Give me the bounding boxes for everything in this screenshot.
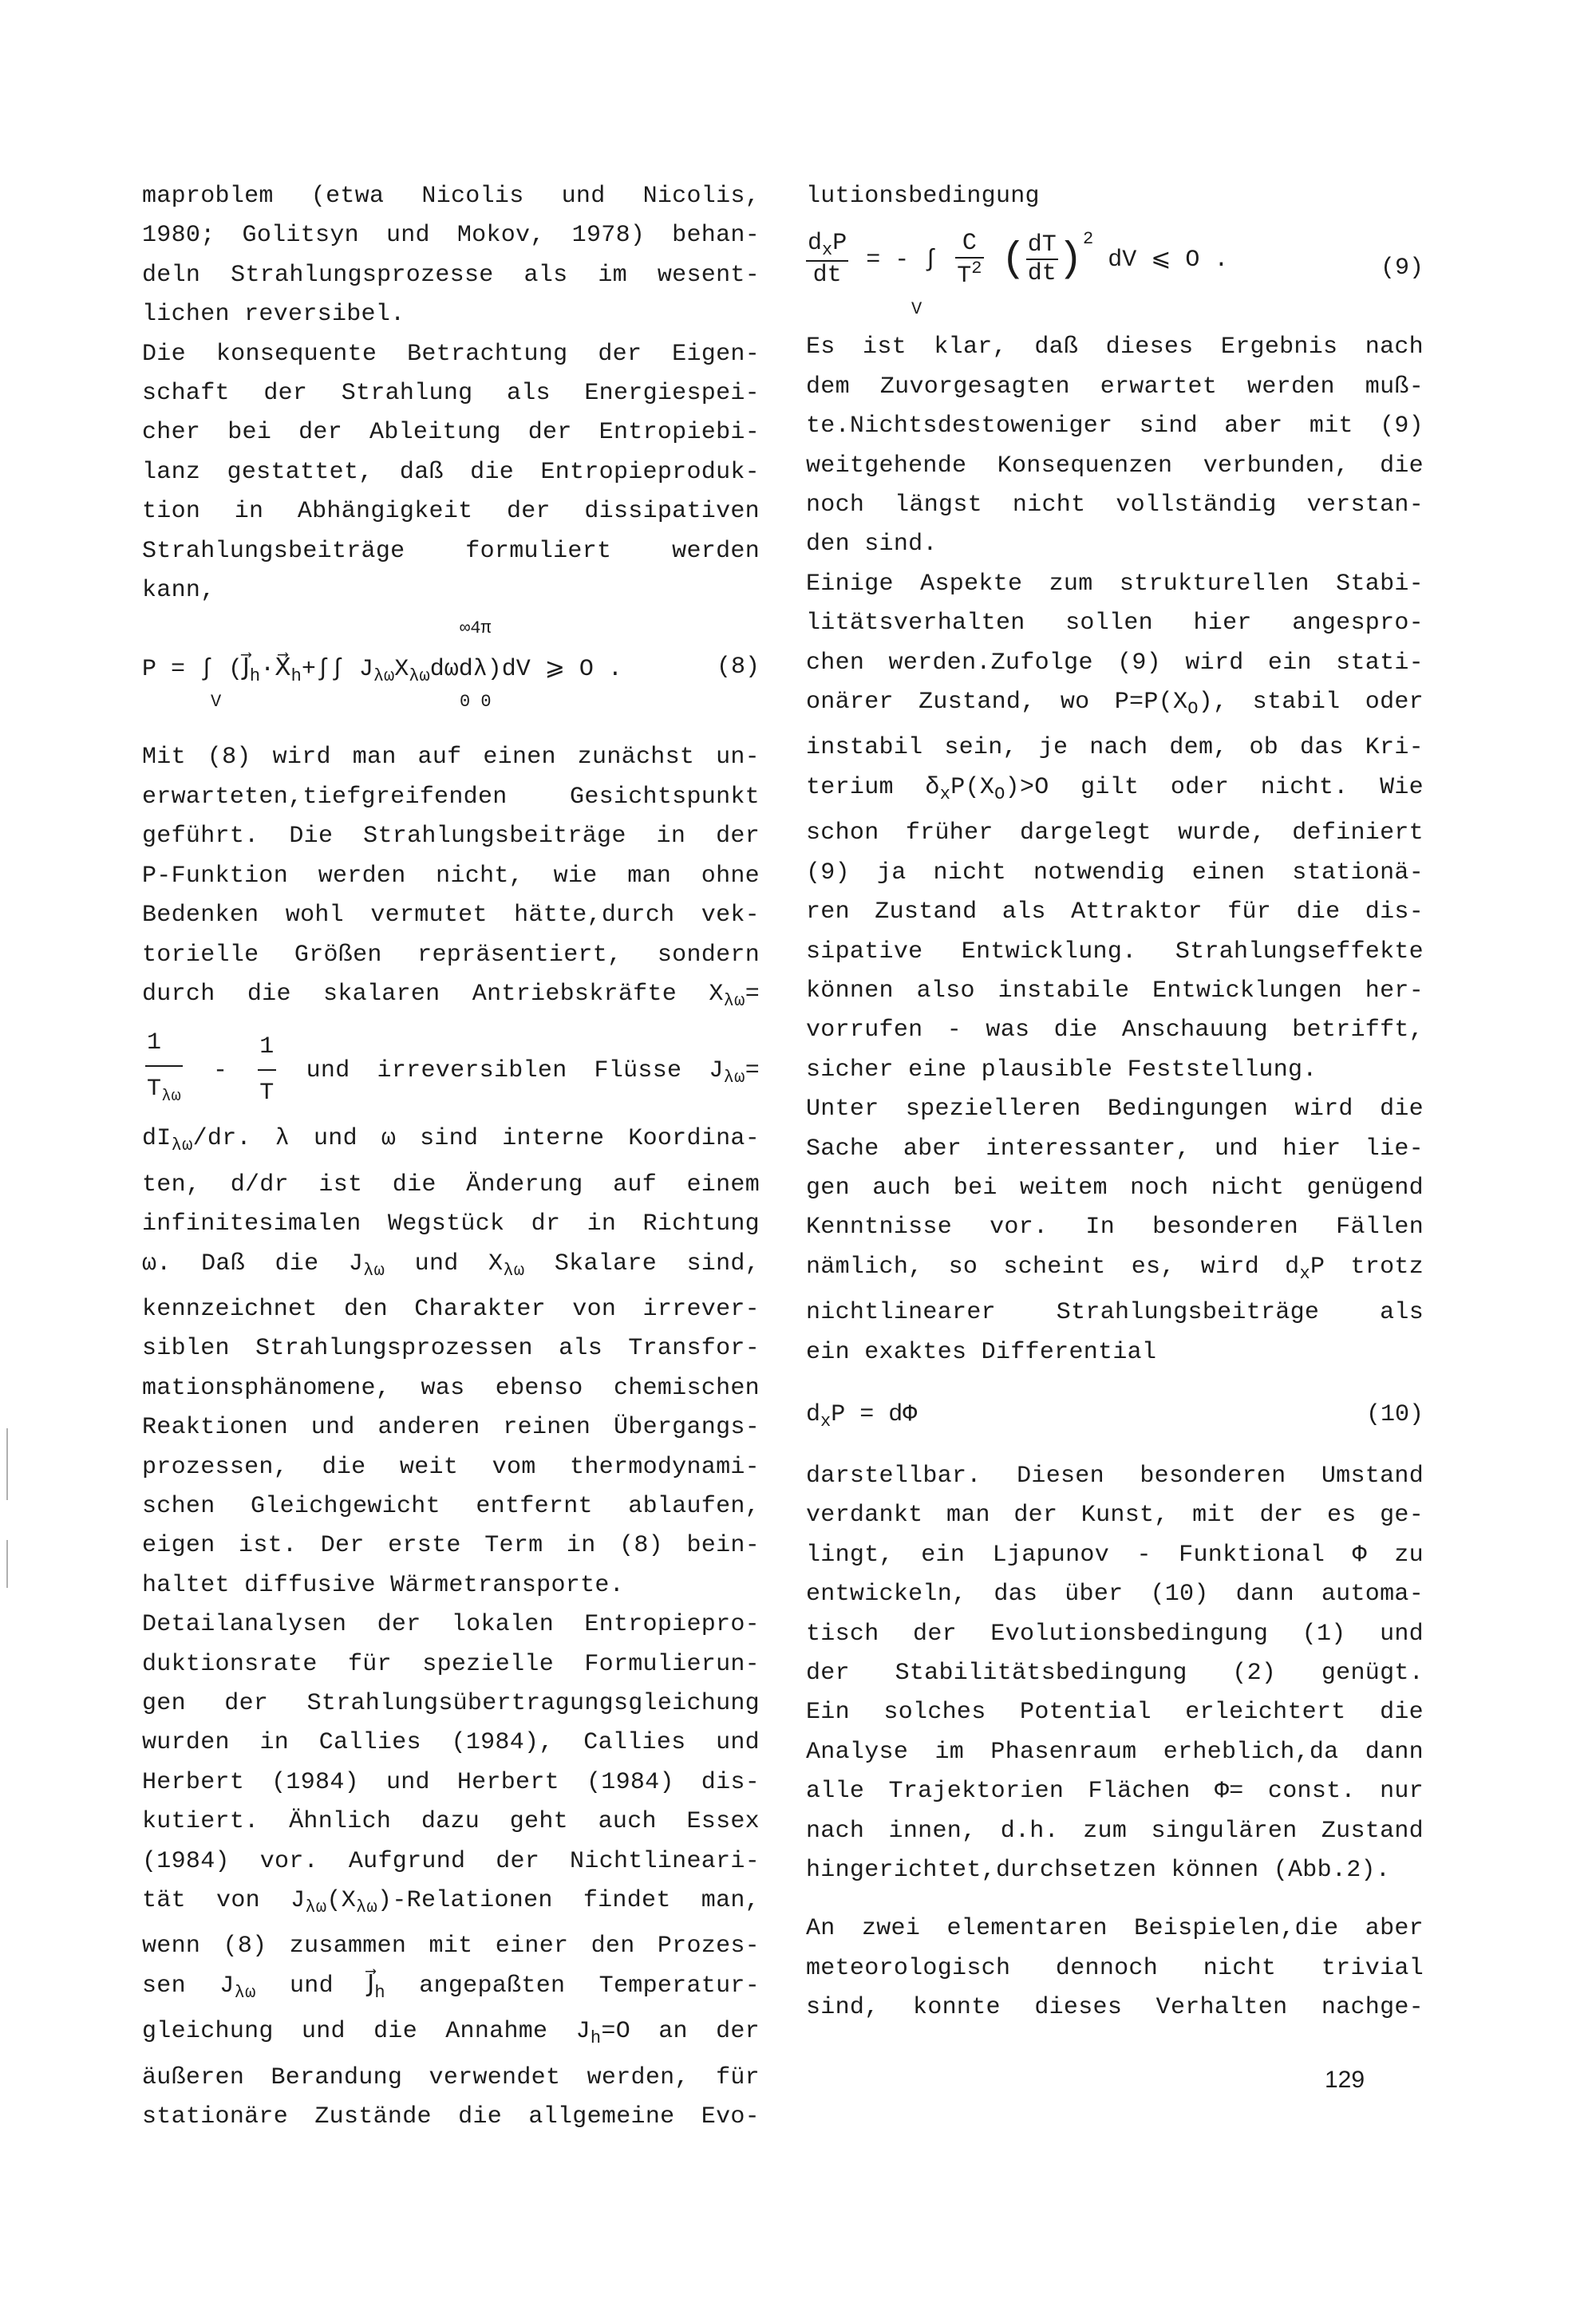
text-line: Herbert (1984) und Herbert (1984) dis- [142, 1768, 760, 1796]
text-fragment: dI [142, 1125, 172, 1153]
subscript: h [374, 1982, 385, 2003]
text-fragment: terium δ [806, 773, 940, 801]
text-line: nichtlinearer Strahlungsbeiträge als [806, 1299, 1424, 1327]
paragraph-gap [806, 1890, 1424, 1909]
text-line [142, 1245, 760, 1290]
text-line: meteorologisch dennoch nicht trivial [806, 1954, 1424, 1982]
text-fragment: )>O gilt oder nicht. Wie [1005, 773, 1424, 801]
text-line: $\frac{1}{T_{\lambda\omega}}$ - $\frac{1}{T}$ und irreversiblen Flüsse $J_{\lambda\omega}=$ [142, 1021, 760, 1119]
text-fragment: tät von J [142, 1887, 306, 1915]
subscript: x [939, 784, 951, 804]
text-line: ein exaktes Differential [806, 1338, 1157, 1366]
text-line: chen werden.Zufolge (9) wird ein stati- [806, 649, 1424, 677]
text-line: alle Trajektorien Flächen Φ= const. nur [806, 1778, 1424, 1806]
text-line: An zwei elementaren Beispielen,die aber [806, 1915, 1424, 1943]
text-fragment: Skalare sind, [524, 1250, 760, 1277]
fraction [145, 1021, 183, 1119]
text-line: wenn (8) zusammen mit einer den Prozes- [142, 1933, 760, 1960]
text-line: kann, [142, 577, 215, 605]
text-line: sipative Entwicklung. Strahlungseffekte [806, 938, 1424, 965]
eq-sub: h [290, 666, 302, 687]
text-line: instabil sein, je nach dem, ob das Kri- [806, 734, 1424, 762]
integral-upper-limits: ∞4π [460, 618, 492, 639]
text-line: Strahlungsbeiträge formuliert werden [142, 537, 760, 565]
text-line: 1980; Golitsyn und Mokov, 1978) behan- [142, 222, 760, 250]
text-line: tion in Abhängigkeit der dissipativen [142, 498, 760, 526]
subscript: h [590, 2028, 602, 2049]
text-line [806, 683, 1424, 729]
right-paren: ) [1057, 235, 1083, 283]
subscript: O [994, 784, 1005, 804]
text-fragment: und J⃗ [255, 1972, 375, 2000]
equation-body [806, 1401, 917, 1431]
subscript: λω [503, 1260, 525, 1281]
text-line: prozessen, die weit vom thermodynami- [142, 1453, 760, 1481]
text-line: P-Funktion werden nicht, wie man ohne [142, 862, 760, 890]
text-line: sicher eine plausible Feststellung. [806, 1056, 1317, 1084]
text-line: te.Nichtsdestoweniger sind aber mit (9) [806, 413, 1424, 440]
text-fragment: (X [326, 1887, 357, 1915]
text-line: Analyse im Phasenraum erheblich,da dann [806, 1738, 1424, 1766]
text-line [142, 2012, 760, 2058]
text-line: darstellbar. Diesen besonderen Umstand [806, 1462, 1424, 1490]
text-line: stationäre Zustände die allgemeine Evo- [142, 2103, 760, 2131]
text-line: (1984) vor. Aufgrund der Nichtlineari- [142, 1847, 760, 1875]
subscript: x [820, 1411, 832, 1431]
integral-lower-v: V [911, 299, 922, 320]
subscript: λω [171, 1135, 193, 1156]
subscript: λω [363, 1260, 385, 1281]
text-line: Kenntnisse vor. In besonderen Fällen [806, 1214, 1424, 1242]
scan-edge-mark [6, 1540, 8, 1588]
eq-part: P [832, 230, 847, 258]
text-line: infinitesimalen Wegstück dr in Richtung [142, 1210, 760, 1238]
text-line: (9) ja nicht notwendig einen stationä- [806, 859, 1424, 886]
text-line: Detailanalysen der lokalen Entropiepro- [142, 1611, 760, 1639]
text-line: weitgehende Konsequenzen verbunden, die [806, 452, 1424, 480]
text-line: Bedenken wohl vermutet hätte,durch vek- [142, 902, 760, 930]
text-line: schaft der Strahlung als Energiespei- [142, 380, 760, 408]
subscript: λω [723, 1068, 745, 1088]
text-fragment: /dr. λ und ω sind interne Koordina- [192, 1125, 760, 1153]
text-line: cher bei der Ableitung der Entropiebi- [142, 419, 760, 447]
text-fragment: durch die skalaren Antriebskräfte X [142, 980, 724, 1008]
text-line: schon früher dargelegt wurde, definiert [806, 819, 1424, 847]
text-line: Sache aber interessanter, und hier lie- [806, 1135, 1424, 1163]
subscript: x [1299, 1263, 1310, 1284]
subscript: x [822, 240, 833, 261]
text-line: tisch der Evolutionsbedingung (1) und [806, 1620, 1424, 1648]
text-fragment: nämlich, so scheint es, wird d [806, 1253, 1300, 1281]
integral-lower-limits: 0 0 [460, 692, 492, 713]
eq-sub: λω [373, 666, 395, 687]
equation-body [806, 229, 1228, 290]
subscript: λω [234, 1982, 256, 2003]
integral-lower-v: V [211, 692, 222, 713]
text-line: lichen reversibel. [142, 301, 405, 329]
equation-9 [806, 223, 1424, 328]
text-fragment: und X [385, 1250, 504, 1277]
text-fragment: P(X [950, 773, 995, 801]
text-line: gen der Strahlungsübertragungsgleichung [142, 1690, 760, 1717]
text-line: schen Gleichgewicht entfernt ablaufen, [142, 1492, 760, 1520]
text-line: ten, d/dr ist die Änderung auf einem [142, 1171, 760, 1198]
eq-lhs: P = ∫ (J⃗ [142, 656, 250, 684]
fraction [258, 1025, 275, 1115]
eq-part: T [957, 262, 972, 290]
subscript: O [1187, 699, 1199, 720]
page-number: 129 [1325, 2067, 1365, 2093]
eq-sub: h [249, 666, 261, 687]
text-line: Unter spezielleren Bedingungen wird die [806, 1096, 1424, 1123]
text-line: kennzeichnet den Charakter von irrever- [142, 1295, 760, 1323]
text-line: duktionsrate für spezielle Formulierun- [142, 1650, 760, 1678]
text-line: deln Strahlungsprozesse als im wesent- [142, 261, 760, 289]
eq-part: d [808, 230, 823, 258]
superscript: 2 [1082, 229, 1094, 250]
eq-tail: dωdλ)dV ⩾ O . [429, 656, 622, 684]
text-line: entwickeln, das über (10) dann automa- [806, 1581, 1424, 1609]
denominator: dt [1027, 260, 1057, 288]
denominator: $T_{\lambda\omega}$ [147, 1076, 181, 1107]
denominator: T [259, 1080, 275, 1108]
subscript: λω [356, 1897, 378, 1918]
text-line: hingerichtet,durchsetzen können (Abb.2). [806, 1857, 1391, 1885]
text-line: geführt. Die Strahlungsbeiträge in der [142, 823, 760, 851]
text-line: kutiert. Ähnlich dazu geht auch Essex [142, 1808, 760, 1836]
text-line: Mit (8) wird man auf einen zunächst un- [142, 744, 760, 772]
numerator: C [955, 230, 983, 259]
text-line: verdankt man der Kunst, mit der es ge- [806, 1502, 1424, 1530]
numerator: dT [1027, 231, 1057, 259]
text-fragment: =O an der [601, 2018, 760, 2046]
text-line: siblen Strahlungsprozessen als Transfor- [142, 1335, 760, 1363]
text-line: torielle Größen repräsentiert, sondern [142, 941, 760, 969]
text-line: Ein solches Potential erleichtert die [806, 1699, 1424, 1727]
eq-part: d [806, 1400, 821, 1428]
denominator [955, 259, 983, 290]
text-line [142, 1881, 760, 1927]
text-line [142, 1967, 760, 2012]
text-line: maproblem (etwa Nicolis und Nicolis, [142, 183, 760, 210]
eq-mid: ·X⃗ [260, 656, 291, 684]
right-column [806, 177, 1424, 2028]
eq-part: dV ⩽ O . [1108, 247, 1229, 274]
text-line [142, 1119, 760, 1165]
text-line: können also instabile Entwicklungen her- [806, 977, 1424, 1005]
text-line: dem Zuvorgesagten erwartet werden muß- [806, 373, 1424, 401]
text-line: den sind. [806, 531, 938, 559]
text-fragment: ω. Daß die J [142, 1250, 364, 1277]
text-fragment: onärer Zustand, wo P=P(X [806, 689, 1188, 717]
text-fragment: ), stabil oder [1198, 689, 1424, 717]
text-line: Reaktionen und anderen reinen Übergangs- [142, 1414, 760, 1442]
eq-sub: λω [409, 666, 430, 687]
text-line: nach innen, d.h. zum singulären Zustand [806, 1817, 1424, 1845]
text-line: der Stabilitätsbedingung (2) genügt. [806, 1660, 1424, 1687]
equation-body: P = ∫ ($J⃗_h\cdot X⃗_h+\int\int$ $J_{\lambda\omega}X_{\lambda\omega}d\omega d\lambda)dV$ ⩾ O . [142, 656, 622, 687]
text-line: eigen ist. Der erste Term in (8) bein- [142, 1532, 760, 1560]
text-line: vorrufen - was die Anschauung betrifft, [806, 1017, 1424, 1044]
text-line: litätsverhalten sollen hier angespro- [806, 610, 1424, 638]
text-fragment: angepaßten Temperatur- [385, 1972, 760, 2000]
fraction [955, 230, 983, 290]
text-fragment: sen J [142, 1972, 235, 2000]
text-line: durch die skalaren Antriebskräfte $X_{\lambda\omega}=$ [142, 980, 760, 1011]
text-line: Es ist klar, daß dieses Ergebnis nach [806, 334, 1424, 361]
text-line: noch längst nicht vollständig verstan- [806, 492, 1424, 519]
text-line: ren Zustand als Attraktor für die dis- [806, 898, 1424, 926]
text-line: lingt, ein Ljapunov - Funktional Φ zu [806, 1541, 1424, 1569]
text-fragment: )-Relationen findet man, [377, 1887, 760, 1915]
text-line: gen auch bei weitem noch nicht genügend [806, 1174, 1424, 1202]
equation-number: (9) [1380, 255, 1424, 282]
equation-10 [806, 1377, 1424, 1457]
text-line [806, 768, 1424, 814]
equation-number: (8) [716, 653, 760, 681]
numerator: 1 [258, 1025, 275, 1071]
fraction [806, 230, 848, 289]
numerator: 1 [145, 1021, 183, 1067]
scan-edge-mark [6, 1428, 8, 1500]
left-column [142, 177, 760, 2137]
numerator [806, 230, 848, 262]
text-line: mationsphänomene, was ebenso chemischen [142, 1374, 760, 1402]
text-line: lutionsbedingung [806, 183, 1040, 210]
fraction [1026, 231, 1058, 287]
text-fragment: und irreversiblen Flüsse J [306, 1057, 724, 1085]
equation-number: (10) [1365, 1400, 1424, 1428]
left-paren: ( [1001, 235, 1026, 283]
text-line [806, 1248, 1424, 1293]
text-line: wurden in Callies (1984), Callies und [142, 1729, 760, 1757]
text-line: lanz gestattet, daß die Entropieproduk- [142, 458, 760, 486]
eq-part: = - ∫ [866, 247, 938, 274]
text-line: Die konsequente Betrachtung der Eigen- [142, 340, 760, 368]
text-fragment: P trotz [1310, 1253, 1424, 1281]
text-line: sind, konnte dieses Verhalten nachge- [806, 1994, 1424, 2022]
text-fragment: gleichung und die Annahme J [142, 2018, 591, 2046]
text-line: äußeren Berandung verwendet werden, für [142, 2063, 760, 2091]
text-line: erwarteten,tiefgreifenden Gesichtspunkt [142, 783, 760, 811]
equation-8 [142, 618, 760, 738]
superscript: 2 [971, 258, 982, 278]
text-line: haltet diffusive Wärmetransporte. [142, 1571, 624, 1599]
subscript: λω [723, 990, 745, 1011]
denominator: dt [812, 262, 842, 290]
subscript: λω [305, 1897, 327, 1918]
text-line: Einige Aspekte zum strukturellen Stabi- [806, 570, 1424, 598]
eq-part: P = dΦ [831, 1400, 918, 1428]
eq-rest: +∫∫ J [301, 656, 373, 684]
